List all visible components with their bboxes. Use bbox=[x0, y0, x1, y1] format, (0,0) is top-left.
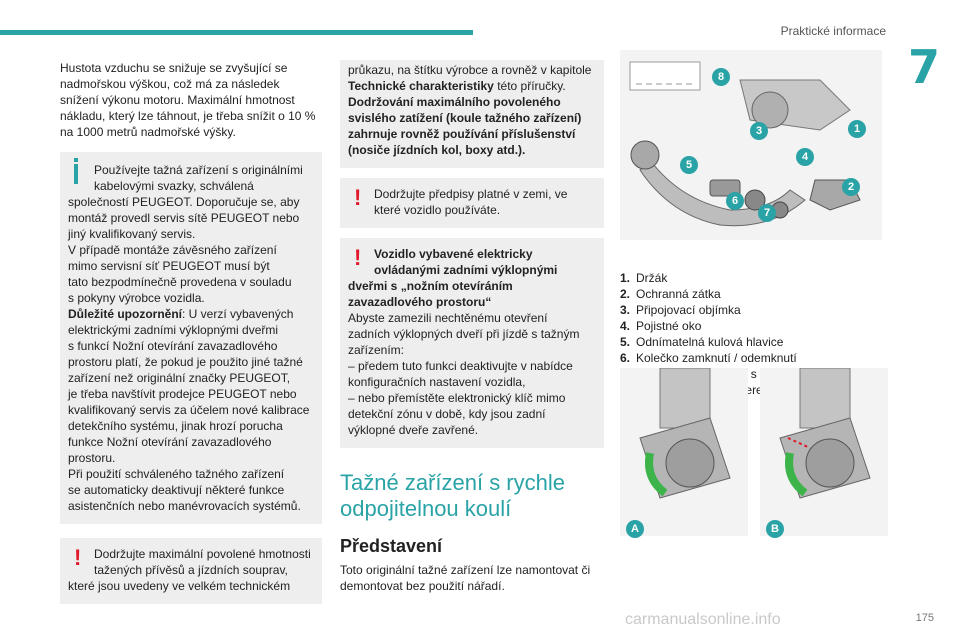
illustration-b bbox=[760, 368, 888, 536]
text-line: ovládanými zadními výklopnými bbox=[374, 263, 558, 277]
callout-badge: 4 bbox=[796, 148, 814, 166]
text-line: Dodržování maximálního povoleného bbox=[348, 95, 561, 109]
towbar-parts-illustration bbox=[620, 50, 882, 240]
text-line: s pokyny výrobce vozidla. bbox=[68, 291, 205, 305]
legend-number: 2. bbox=[620, 287, 631, 301]
legend-number: 5. bbox=[620, 335, 631, 349]
legend-item bbox=[620, 270, 888, 286]
legend-number: 4. bbox=[620, 319, 631, 333]
text-line: asistenčních nebo manévrovacích systémů. bbox=[68, 499, 301, 513]
text-line: které jsou uvedeny ve velkém technickém bbox=[68, 579, 291, 593]
callout-badge: 5 bbox=[680, 156, 698, 174]
illustration-label-b: B bbox=[766, 520, 784, 538]
text-run: této příručky. bbox=[493, 79, 566, 93]
text-line: Vozidlo vybavené elektricky bbox=[374, 247, 533, 261]
callout-badge: 2 bbox=[842, 178, 860, 196]
ball-head-shape bbox=[631, 141, 659, 169]
text-line bbox=[348, 78, 596, 94]
important-note-line bbox=[68, 306, 314, 322]
text-line: detekčního systému, jinak hrozí porucha bbox=[68, 419, 283, 433]
warning-icon: ! bbox=[74, 545, 82, 570]
text-line: Dodržujte předpisy platné v zemi, ve bbox=[374, 187, 568, 201]
text-line: V případě montáže závěsného zařízení bbox=[68, 243, 277, 257]
text-line: elektrickými zadními výklopnými dveřmi bbox=[68, 323, 279, 337]
text-line: detekční zónu v době, kdy jsou zadní bbox=[348, 407, 546, 421]
column-2 bbox=[340, 60, 604, 606]
legend-item bbox=[620, 350, 888, 366]
title-line: odpojitelnou koulí bbox=[340, 496, 512, 521]
text-line: s funkcí Nožní otevírání zavazadlového bbox=[68, 339, 278, 353]
callout-badge: 7 bbox=[758, 204, 776, 222]
title-line: Tažné zařízení s rychle bbox=[340, 470, 565, 495]
text-line: je třeba navštívit prodejce PEUGEOT nebo bbox=[68, 387, 297, 401]
text-line: demontovat bez použití nářadí. bbox=[340, 579, 505, 593]
text-line: dveřmi s „nožním otevíráním bbox=[348, 279, 513, 293]
continued-warning-box bbox=[340, 60, 604, 168]
illustration-label-a: A bbox=[626, 520, 644, 538]
legend-item bbox=[620, 318, 888, 334]
intro-paragraph bbox=[340, 562, 604, 594]
text-line: funkce Nožní otevírání zavazadlového bbox=[68, 435, 272, 449]
text-line: Při použití schváleného tažného zařízení bbox=[68, 467, 285, 481]
header-accent-bar bbox=[0, 30, 473, 35]
callout-badge: 8 bbox=[712, 68, 730, 86]
callout-badge: 3 bbox=[750, 122, 768, 140]
warning-box-foot-opening bbox=[340, 238, 604, 448]
text-line: – předem tuto funkci deaktivujte v nabídce bbox=[348, 359, 573, 373]
text-line: na 1000 metrů nadmořské výšky. bbox=[60, 125, 236, 139]
bold-reference: Technické charakteristiky bbox=[348, 79, 494, 93]
text-line: společností PEUGEOT. Doporučuje se, aby bbox=[68, 195, 300, 209]
lock-illustrations bbox=[620, 368, 888, 578]
altitude-paragraph bbox=[60, 60, 322, 140]
illustration-a bbox=[620, 368, 748, 536]
text-line: Dodržujte maximální povolené hmotnosti bbox=[94, 547, 311, 561]
legend-item bbox=[620, 286, 888, 302]
legend-text: Držák bbox=[636, 271, 668, 285]
text-line: se automaticky deaktivují některé funkce bbox=[68, 483, 285, 497]
towbar-drawing bbox=[620, 50, 882, 240]
text-line: Hustota vzduchu se snižuje se zvyšující se bbox=[60, 61, 288, 75]
text-line: nákladu, který lze táhnout, je třeba snížit o 10 % bbox=[60, 109, 316, 123]
text-line: (nosiče jízdních kol, boxy atd.). bbox=[348, 143, 526, 157]
text-line: Používejte tažná zařízení s originálními bbox=[94, 163, 303, 177]
text-line: Abyste zamezili nechtěnému otevření bbox=[348, 311, 548, 325]
warning-icon: ! bbox=[354, 185, 362, 210]
text-line: konfiguračních nastavení vozidla, bbox=[348, 375, 526, 389]
text-line: výklopné dveře zavřené. bbox=[348, 423, 479, 437]
lock-wheel-drawing-b bbox=[760, 368, 888, 536]
chapter-number: 7 bbox=[907, 40, 940, 94]
text-line: mimo servisní síť PEUGEOT musí být bbox=[68, 259, 270, 273]
callout-badge: 1 bbox=[848, 120, 866, 138]
text-line: – nebo přemístěte elektronický klíč mimo bbox=[348, 391, 566, 405]
text-line: svislého zatížení (koule tažného zařízení) bbox=[348, 111, 582, 125]
key-reference-label-shape bbox=[630, 62, 700, 90]
text-line: tažených přívěsů a jízdních souprav, bbox=[94, 563, 288, 577]
text-line: zavazadlového prostoru“ bbox=[348, 295, 492, 309]
text-line: snížení výkonu motoru. Maximální hmotnost bbox=[60, 93, 295, 107]
text-line: nadmořskou výškou, což má za následek bbox=[60, 77, 280, 91]
legend-text: Odnímatelná kulová hlavice bbox=[636, 335, 784, 349]
text-run: : U verzí vybavených bbox=[182, 307, 294, 321]
text-line: které vozidlo používáte. bbox=[374, 203, 501, 217]
text-line: zařízení než originální značky PEUGEOT, bbox=[68, 371, 291, 385]
warning-box bbox=[60, 538, 322, 604]
text-line: Toto originální tažné zařízení lze namontovat či bbox=[340, 563, 591, 577]
text-line: jiný kvalifikovaný servis. bbox=[68, 227, 196, 241]
info-icon bbox=[68, 162, 94, 192]
text-line: zahrnuje rovněž používání příslušenství bbox=[348, 127, 576, 141]
important-note-label: Důležité upozornění bbox=[68, 307, 182, 321]
subsection-title: Představení bbox=[340, 536, 443, 556]
info-box bbox=[60, 152, 322, 524]
legend-text: referencí bbox=[731, 383, 779, 397]
text-line: kabelovými svazky, schválená bbox=[94, 179, 254, 193]
text-line: kvalifikovaný servis za účelem nové kalibrace bbox=[68, 403, 310, 417]
text-line: průkazu, na štítku výrobce a rovněž v kapitole bbox=[348, 63, 592, 77]
warning-box-regulations bbox=[340, 178, 604, 228]
legend-number: 6. bbox=[620, 351, 631, 365]
legend-text: Připojovací objímka bbox=[636, 303, 741, 317]
legend-item bbox=[620, 302, 888, 318]
legend-text: Kolečko zamknutí / odemknutí bbox=[636, 351, 797, 365]
watermark: carmanualsonline.info bbox=[625, 611, 781, 628]
section-title bbox=[340, 470, 604, 522]
legend-number: 1. bbox=[620, 271, 631, 285]
column-1 bbox=[60, 60, 322, 614]
text-line: zařízením: bbox=[348, 343, 405, 357]
page-number: 175 bbox=[915, 612, 934, 624]
warning-icon: ! bbox=[354, 245, 362, 270]
text-line: zadních výklopných dveří při jízdě s tažným bbox=[348, 327, 580, 341]
header-title: Praktické informace bbox=[780, 24, 886, 38]
text-line: prostoru platí, že pokud je použito jiné tažné bbox=[68, 355, 303, 369]
lock-wheel-drawing-a bbox=[620, 368, 748, 536]
legend-number: 3. bbox=[620, 303, 631, 317]
text-line: prostoru. bbox=[68, 451, 116, 465]
legend-text: Pojistné oko bbox=[636, 319, 702, 333]
legend-text: s bbox=[750, 367, 757, 381]
text-line: montáž provedl servis sítě PEUGEOT nebo bbox=[68, 211, 300, 225]
legend-item bbox=[620, 334, 888, 350]
legend-text: Ochranná zátka bbox=[636, 287, 721, 301]
text-line: tato bezpodmínečně provedena v souladu bbox=[68, 275, 292, 289]
callout-badge: 6 bbox=[726, 192, 744, 210]
column-3 bbox=[620, 50, 888, 535]
